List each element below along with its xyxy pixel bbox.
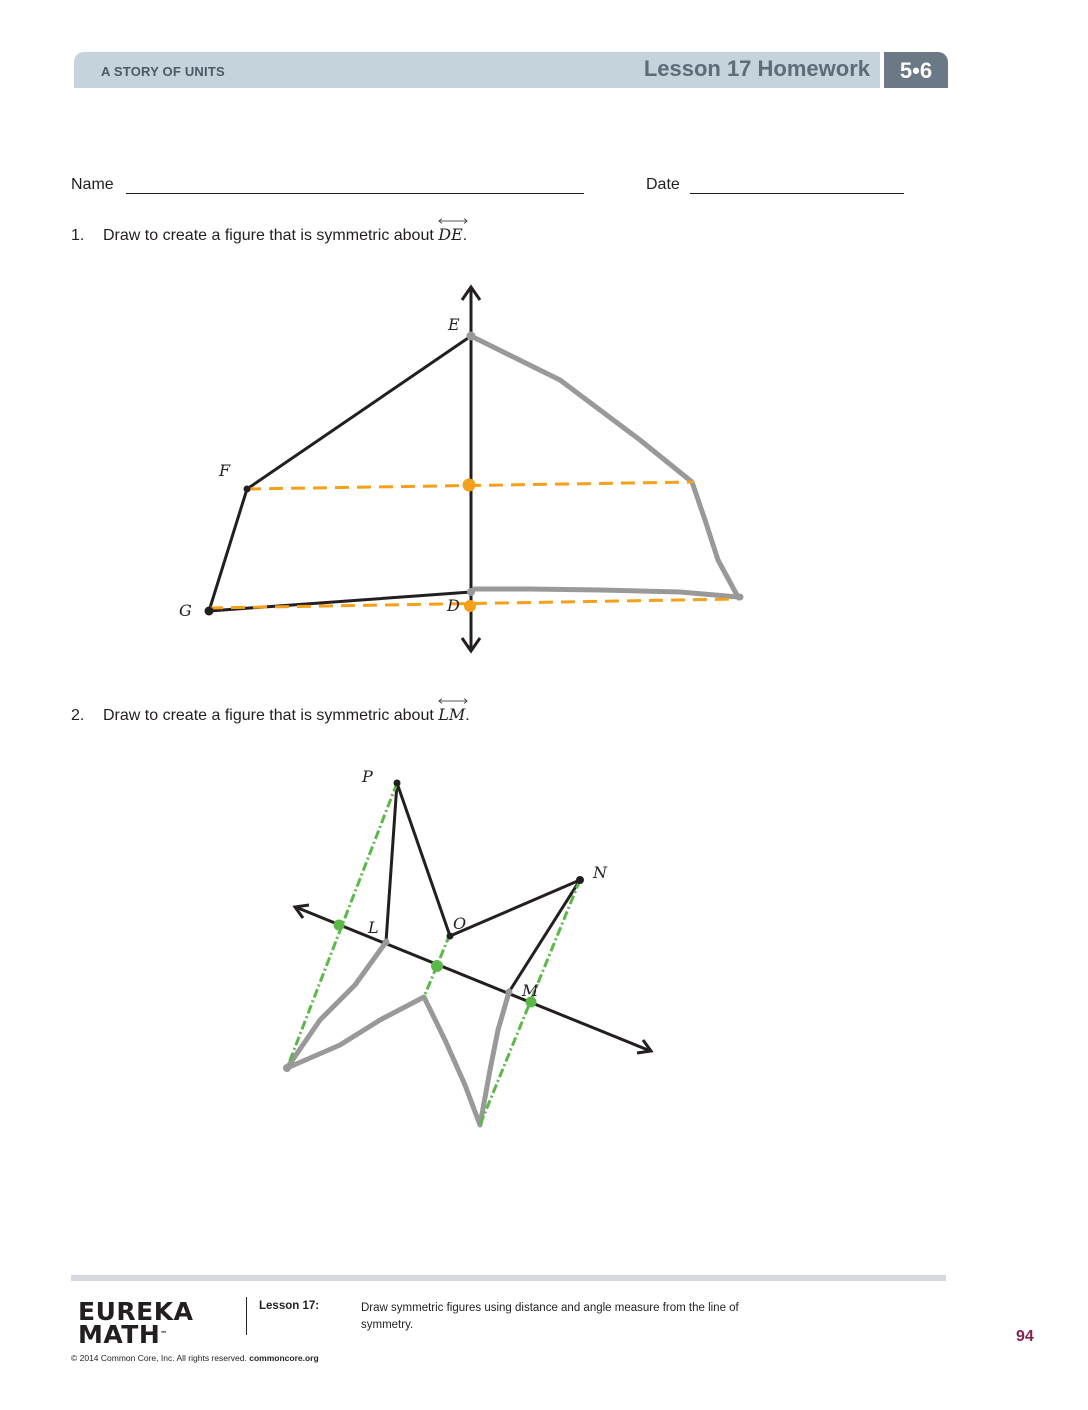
vertex-point: [737, 594, 744, 601]
vertex-point: [467, 588, 475, 596]
eureka-math-logo: EUREKA MATH™: [78, 1297, 194, 1349]
line-notation: LM: [438, 705, 465, 724]
question-number: 1.: [71, 227, 85, 244]
footer-separator: [246, 1297, 247, 1335]
vertex-point: [576, 876, 584, 884]
label-d: D: [447, 596, 460, 615]
label-f: F: [219, 461, 231, 480]
given-shape: [209, 336, 471, 611]
label-g: G: [179, 601, 192, 620]
label-p: P: [362, 767, 373, 786]
copyright-notice: © 2014 Common Core, Inc. All rights reserved. commoncore.org: [71, 1353, 319, 1363]
midpoint-dot: [431, 960, 443, 972]
date-label: Date: [646, 176, 680, 193]
symmetry-line-lm: [298, 908, 648, 1050]
label-e: E: [448, 315, 460, 334]
reflected-shape: [471, 336, 738, 597]
lesson-description: Draw symmetric figures using distance and angle measure from the line of symmetry.: [361, 1302, 739, 1331]
vertex-point: [383, 939, 390, 946]
footer-divider: [71, 1275, 946, 1281]
vertex-point: [205, 607, 214, 616]
label-n: N: [593, 863, 607, 882]
lesson-label: Lesson 17:: [259, 1300, 320, 1312]
vertex-point: [394, 780, 401, 787]
figure-2: [283, 767, 651, 1125]
midpoint-dot: [464, 600, 476, 612]
question-text: Draw to create a figure that is symmetric about: [103, 227, 439, 244]
lesson-title: Lesson 17 Homework: [643, 56, 870, 81]
vertex-point: [283, 1064, 291, 1072]
vertex-point: [447, 933, 454, 940]
question-1: 1. Draw to create a figure that is symmetric about DE.: [71, 225, 467, 245]
series-label: A STORY OF UNITS: [101, 64, 225, 79]
line-notation: DE: [438, 225, 463, 244]
vertex-point: [244, 486, 251, 493]
name-label: Name: [71, 176, 114, 193]
label-o: O: [453, 914, 467, 933]
midpoint-dot: [463, 479, 476, 492]
page-number: 94: [1016, 1328, 1034, 1345]
midpoint-dot: [334, 920, 345, 931]
question-text: Draw to create a figure that is symmetric about: [103, 707, 439, 724]
question-number: 2.: [71, 707, 85, 724]
label-l: L: [368, 918, 379, 937]
vertex-point: [467, 332, 476, 341]
site-link[interactable]: commoncore.org: [249, 1353, 319, 1363]
figure-1: [179, 287, 744, 651]
question-2: 2. Draw to create a figure that is symmetric about LM.: [71, 705, 470, 725]
vertex-point: [506, 989, 513, 996]
grade-module-badge: 5•6: [884, 52, 948, 88]
label-m: M: [522, 981, 539, 1000]
given-shape: [386, 783, 580, 992]
reflected-shape: [287, 942, 509, 1125]
